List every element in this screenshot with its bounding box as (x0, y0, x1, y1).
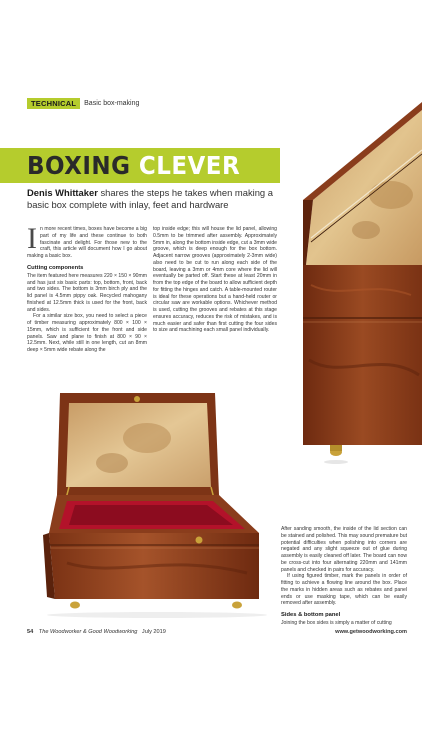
standfirst (27, 187, 277, 211)
website-url: www.getwoodworking.com (335, 629, 407, 635)
sides-heading: Sides & bottom panel (281, 612, 341, 618)
column2-paragraph-1: top inside edge; this will house the lid panel, allowing 0.5mm to be trimmed after assembly. Approximately 5mm in, along the bottom inside edge, cut a 3mm wide groove, which is deep enough for the box bottom. Adjacent narrow grooves (approximately 2-3mm wide) also need to be cut to run along each side of the board, leaving a 3mm or 4mm core where the lid will eventually be parted off. Start these at least 20mm in from the top edge of the board to allow sufficient depth for fitting the hinges and catch. A table-mounted router is ideal for these operations but a hand-held router or circular saw are workable options. Whichever method is used, cutting the grooves and rebates at this stage ensures accuracy, reduces the risk of mistakes, and is much easier and safer than first cutting the four sides to size and machining each small panel individually. (153, 226, 277, 334)
issue-date: July 2019 (141, 629, 166, 635)
open-box-illustration (27, 383, 276, 622)
column1-paragraph-1: The item featured here measures 220 × 150 × 90mm and has just six basic parts: top, bottom, front, back and two sides. The bottom is 3mm birch ply and the lid panel is 4.5mm pippy oak. Recycled mahogany finished at 12.5mm thick is used for the front, back and sides. (27, 272, 147, 313)
headline (27, 148, 240, 183)
open-box-photo (27, 383, 276, 622)
headline-word-2: CLEVER (138, 151, 241, 180)
column-2 (153, 226, 277, 334)
headline-band (0, 148, 280, 183)
column3-paragraph-2: If using figured timber, mark the panels in order of fitting to achieve a flowing line around the box. Place the marks in hidden areas such as rebates and panel ends or use masking tape, which can be easily removed after assembly. (281, 573, 407, 607)
column-1 (27, 222, 147, 354)
section-subtitle: Basic box-making (84, 100, 140, 107)
page-footer (27, 628, 407, 636)
headline-word-1: BOXING (27, 151, 131, 180)
cutting-heading: Cutting components (27, 264, 84, 271)
section-tag (27, 98, 139, 109)
column1-paragraph-2: For a similar size box, you need to select a piece of timber measuring approximately 800 × 100 × 15mm, which is sufficient for the front and side panels. Saw and plane to finish at 800 × 90 × 12.5mm. Next, while still in one length, cut an 8mm deep × 5mm wide rebate along the (27, 313, 147, 353)
author-name: Denis Whittaker (27, 187, 98, 198)
column3-paragraph-1: After sanding smooth, the inside of the lid section can be stained and polished. This may sound premature but potential difficulties when polishing into corners are negated and any slight squeeze out of glue during assembly is easily cleaned off later. The board can now be cross-cut into four alternating 220mm and 141mm panels and checked in pairs for accuracy. (281, 526, 407, 573)
drop-cap: I (27, 222, 37, 255)
magazine-name: The Woodworker & Good Woodworking (38, 629, 138, 635)
standfirst-text: shares the steps he takes when making a basic box complete with inlay, feet and hardware (27, 187, 273, 210)
page-number: 54 (27, 629, 34, 635)
section-label: TECHNICAL (27, 98, 80, 109)
box-corner-illustration (281, 60, 422, 520)
column3-paragraph-3: Joining the box sides is simply a matter of cutting (281, 620, 392, 626)
intro-paragraph: n more recent times, boxes have become a big part of my life and these continue to both fascinate and delight. For those new to the craft, this article will document how I go about making a basic box. (27, 226, 147, 259)
box-corner-photo (281, 60, 422, 520)
column-3 (281, 526, 407, 627)
